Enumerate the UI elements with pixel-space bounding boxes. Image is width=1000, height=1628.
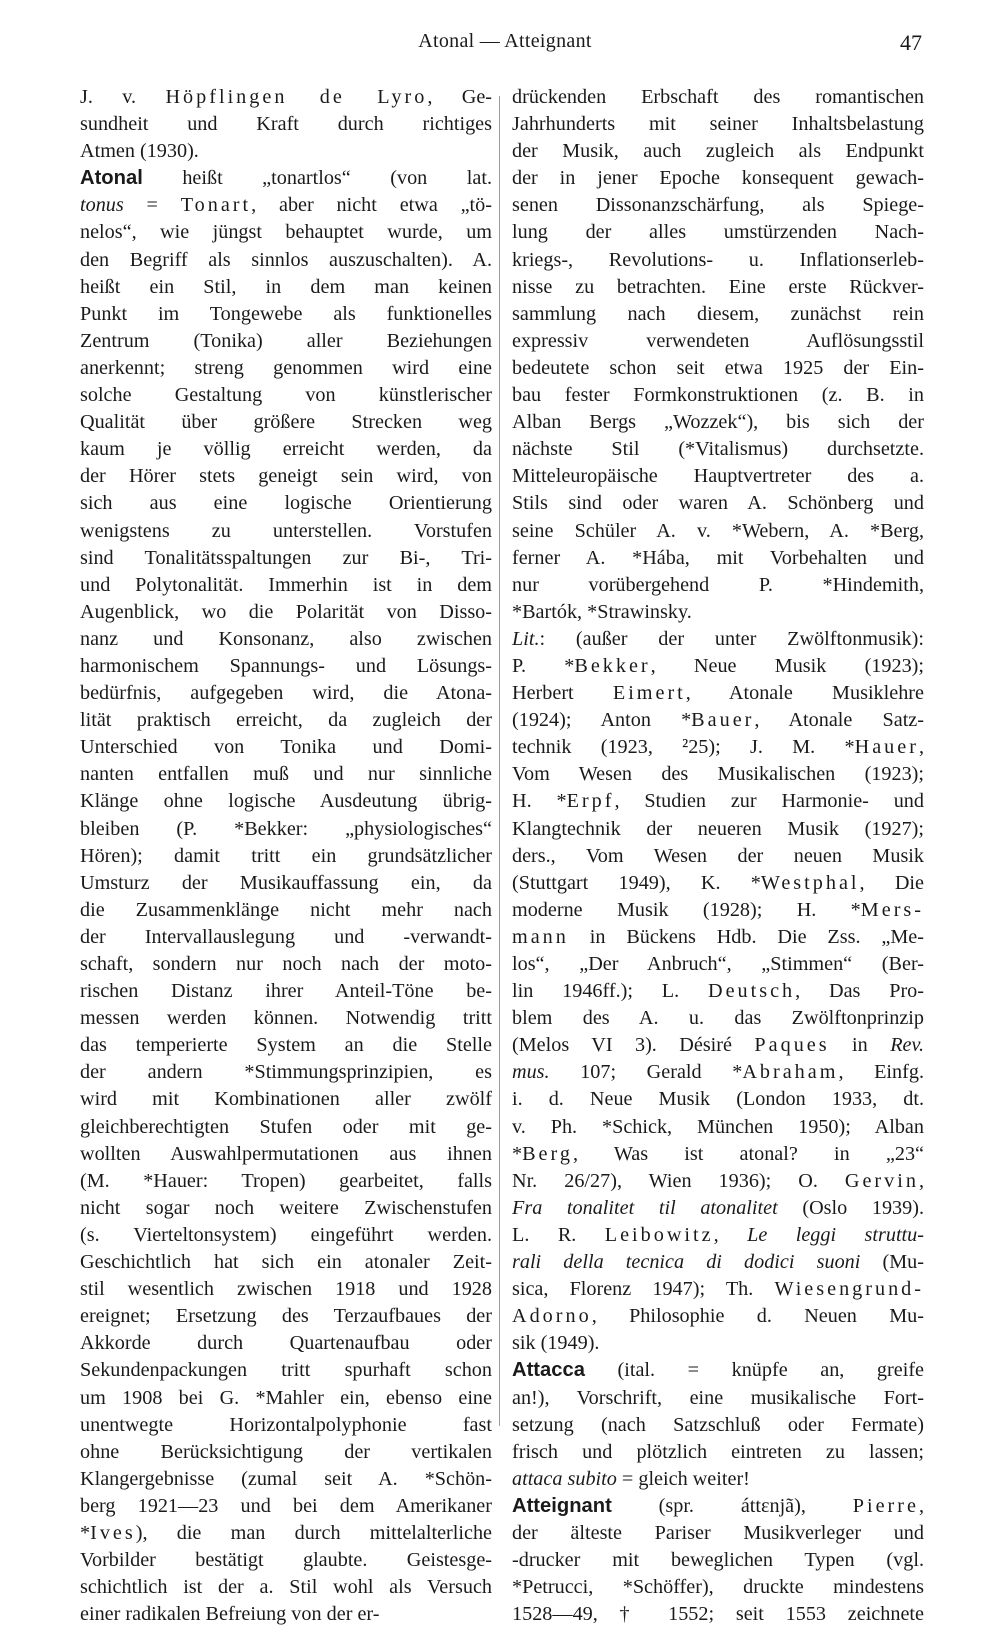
text-run: Paques: [754, 1034, 830, 1057]
text-line: [512, 1276, 924, 1303]
text-run: 107; Gerald *: [549, 1061, 743, 1084]
text-run: (ital. = knüpfe an, greife: [584, 1359, 924, 1382]
text-run: frisch und plötzlich eintreten zu lassen;: [512, 1440, 924, 1463]
text-run: Augenblick, wo die Polarität von Disso-: [80, 600, 492, 623]
text-run: tonus: [80, 194, 124, 217]
text-run: , Ge-: [427, 86, 492, 108]
text-run: setzung (nach Satzschluß oder Fermate): [512, 1413, 924, 1436]
text-run: v. Ph. *Schick, München 1950); Alban: [512, 1115, 924, 1138]
text-line: [512, 843, 924, 870]
text-line: [512, 1547, 924, 1574]
text-line: [80, 490, 492, 517]
text-line: [80, 1466, 492, 1493]
text-line: [80, 84, 492, 111]
text-line: [512, 924, 924, 951]
text-line: [80, 1547, 492, 1574]
text-run: nanten entfallen muß und nur sinnliche: [80, 763, 492, 786]
text-run: : (außer der unter Zwölftonmusik):: [539, 627, 924, 650]
text-run: nanz und Konsonanz, also zwischen: [80, 627, 492, 650]
text-line: [512, 816, 924, 843]
text-line: [512, 1303, 924, 1330]
text-line: [512, 328, 924, 355]
text-run: lin 1946ff.); L.: [512, 980, 708, 1003]
text-run: der Intervallauslegung und -verwandt-: [80, 925, 492, 948]
text-run: (spr. áttɛnjã),: [611, 1494, 853, 1517]
text-run: technik (1923, ²25); J. M. *: [512, 736, 855, 759]
text-line: [80, 978, 492, 1005]
text-run: ,: [918, 736, 924, 759]
text-run: Rev.: [890, 1034, 925, 1057]
text-line: [80, 1222, 492, 1249]
text-line: [512, 1168, 924, 1195]
text-run: *: [80, 1521, 91, 1544]
text-run: nächste Stil (*Vitalismus) durchsetzte.: [512, 438, 924, 461]
text-line: [80, 1493, 492, 1520]
text-line: [512, 1114, 924, 1141]
text-line: [512, 409, 924, 436]
text-line: [512, 626, 924, 653]
text-run: = gleich weiter!: [616, 1467, 750, 1490]
text-line: [80, 436, 492, 463]
text-run: i. d. Neue Musik (London 1933, dt.: [512, 1088, 924, 1111]
text-line: [512, 1141, 924, 1168]
text-run: nicht sogar noch weitere Zwischenstufen: [80, 1196, 492, 1219]
text-run: der Hörer stets geneigt sein wird, von: [80, 465, 492, 488]
text-run: solche Gestaltung von künstlerischer: [80, 384, 492, 407]
text-line: [512, 111, 924, 138]
text-run: gleichberechtigten Stufen oder mit ge-: [80, 1115, 492, 1138]
text-run: nur vorübergehend P. *Hindemith,: [512, 573, 924, 596]
text-run: Klangergebnisse (zumal seit A. *Schön-: [80, 1467, 492, 1490]
entry-headword: Atonal: [80, 167, 143, 190]
text-run: lung der alles umstürzenden Nach-: [512, 221, 924, 244]
right-column: [512, 84, 924, 1628]
text-run: Westphal: [760, 871, 860, 894]
text-line: [80, 1141, 492, 1168]
text-run: Mitteleuropäische Hauptvertreter des a.: [512, 465, 924, 488]
text-line: [80, 870, 492, 897]
text-line: [512, 301, 924, 328]
text-line: [512, 247, 924, 274]
text-run: seine Schüler A. v. *Webern, A. *Berg,: [512, 519, 924, 542]
text-line: [80, 924, 492, 951]
text-line: [512, 382, 924, 409]
text-line: [80, 1574, 492, 1601]
text-run: ereignet; Ersetzung des Terzaufbaues der: [80, 1305, 492, 1328]
text-line: [512, 572, 924, 599]
running-title: Atonal — Atteignant: [418, 30, 592, 52]
text-run: unentwegte Horizontalpolyphonie fast: [80, 1413, 492, 1436]
text-line: [512, 1249, 924, 1276]
text-run: 1528—49, † 1552; seit 1553 zeichnete: [512, 1603, 924, 1626]
text-run: harmonischem Spannungs- und Lösungs-: [80, 654, 492, 677]
text-run: , Einfg.: [838, 1061, 924, 1084]
text-line: [512, 1195, 924, 1222]
text-line: [512, 490, 924, 517]
text-line: [512, 978, 924, 1005]
text-line: [512, 653, 924, 680]
text-run: , aber nicht etwa „tö-: [251, 194, 492, 217]
text-run: Alban Bergs „Wozzek“), bis sich der: [512, 411, 924, 434]
text-run: Umsturz der Musikauffassung ein, da: [80, 871, 492, 894]
text-line: [80, 1601, 492, 1628]
text-line: [80, 843, 492, 870]
text-run: Akkorde durch Quartenaufbau oder: [80, 1332, 492, 1355]
text-line: [512, 192, 924, 219]
text-line: [80, 518, 492, 545]
text-run: Eimert: [612, 682, 686, 705]
text-line: [512, 1005, 924, 1032]
text-run: ,: [918, 1169, 924, 1192]
text-run: Bekker: [574, 654, 651, 677]
text-line: [512, 518, 924, 545]
text-run: bau fester Formkonstruktionen (z. B. in: [512, 384, 924, 407]
text-line: [512, 870, 924, 897]
text-line: [512, 788, 924, 815]
text-run: , Was ist atonal? in „23“: [572, 1142, 924, 1165]
text-run: Adorno: [512, 1305, 592, 1328]
text-run: bleiben (P. *Bekker: „physiologisches“: [80, 817, 492, 840]
text-run: sich aus eine logische Orientierung: [80, 492, 492, 515]
text-run: Fra tonalitet til atonalitet: [512, 1196, 778, 1219]
text-run: Abraham: [742, 1061, 839, 1084]
text-run: Qualität über größere Strecken weg: [80, 411, 492, 434]
text-run: Tonart: [180, 194, 252, 217]
text-run: Stils sind oder waren A. Schönberg und: [512, 492, 924, 515]
text-run: (Melos VI 3). Désiré: [512, 1034, 755, 1057]
text-line: [80, 1385, 492, 1412]
text-line: [80, 761, 492, 788]
text-run: Vom Wesen des Musikalischen (1923);: [512, 763, 924, 786]
text-line: [512, 1439, 924, 1466]
text-run: Herbert: [512, 682, 613, 705]
text-line: [80, 572, 492, 599]
text-line: [512, 355, 924, 382]
text-run: Sekundenpackungen tritt spurhaft schon: [80, 1359, 492, 1382]
text-run: Wiesengrund-: [774, 1278, 924, 1301]
text-line: [512, 1574, 924, 1601]
text-run: wollten Auswahlpermutationen aus ihnen: [80, 1142, 492, 1165]
left-column: [80, 84, 492, 1628]
text-run: die Zusammenklänge nicht mehr nach: [80, 898, 492, 921]
text-line: [512, 1493, 924, 1520]
text-run: , Neue Musik (1923);: [650, 654, 924, 677]
text-line: [512, 1520, 924, 1547]
text-run: um 1908 bei G. *Mahler ein, ebenso eine: [80, 1386, 492, 1409]
text-run: (Mu-: [860, 1251, 924, 1274]
text-line: [80, 1412, 492, 1439]
text-run: L. R.: [512, 1223, 605, 1246]
text-line: [80, 1005, 492, 1032]
text-run: -drucker mit beweglichen Typen (vgl.: [512, 1549, 924, 1572]
text-run: der in jener Epoche konsequent gewach-: [512, 167, 924, 190]
text-run: , Studien zur Harmonie- und: [614, 790, 924, 813]
text-line: [80, 192, 492, 219]
text-run: Bauer: [691, 709, 755, 732]
text-line: [512, 1059, 924, 1086]
text-run: senen Dissonanzschärfung, als Spiege-: [512, 194, 924, 217]
text-line: [512, 545, 924, 572]
text-line: [80, 545, 492, 572]
text-run: stil wesentlich zwischen 1918 und 1928: [80, 1278, 492, 1301]
text-run: drückenden Erbschaft des romantischen: [512, 86, 924, 108]
text-run: los“, „Der Anbruch“, „Stimmen“ (Ber-: [512, 953, 924, 975]
text-run: expressiv verwendeten Auflösungsstil: [512, 329, 924, 352]
text-run: ), die man durch mittelalterliche: [135, 1521, 492, 1544]
text-line: [512, 1086, 924, 1113]
text-line: [512, 1032, 924, 1059]
text-run: *Petrucci, *Schöffer), druckte mindestens: [512, 1576, 924, 1599]
text-line: [80, 247, 492, 274]
text-line: [512, 1412, 924, 1439]
text-run: der andern *Stimmungsprinzipien, es: [80, 1061, 492, 1084]
text-run: Klänge ohne logische Ausdeutung übrig-: [80, 790, 492, 813]
text-line: [512, 1357, 924, 1384]
text-line: [80, 599, 492, 626]
text-run: Jahrhunderts mit seiner Inhaltsbelastung: [512, 113, 924, 136]
text-line: [80, 111, 492, 138]
text-line: [512, 219, 924, 246]
text-line: [512, 1385, 924, 1412]
text-run: kriegs-, Revolutions- u. Inflationserleb-: [512, 248, 924, 271]
text-run: in: [829, 1034, 891, 1057]
text-run: attaca subito: [512, 1467, 617, 1490]
text-run: anerkennt; streng genommen wird eine: [80, 356, 492, 379]
text-run: Berg: [522, 1142, 573, 1165]
text-line: [80, 1330, 492, 1357]
text-line: [80, 680, 492, 707]
running-header: [80, 30, 930, 64]
text-run: Mers-: [860, 898, 924, 921]
text-line: [80, 653, 492, 680]
text-line: [80, 1032, 492, 1059]
text-run: mann: [512, 925, 569, 948]
text-run: ohne Berücksichtigung der vertikalen: [80, 1440, 492, 1463]
text-line: [80, 382, 492, 409]
text-run: nelos“, wie jüngst behauptet wurde, um: [80, 221, 492, 244]
text-line: [512, 680, 924, 707]
column-divider: [499, 96, 500, 1426]
text-run: sica, Florenz 1947); Th.: [512, 1278, 775, 1301]
text-run: Gervin: [844, 1169, 919, 1192]
text-run: Nr. 26/27), Wien 1936); O.: [512, 1169, 845, 1192]
text-run: (1924); Anton *: [512, 709, 692, 732]
text-run: , Die: [859, 871, 924, 894]
text-run: schichtlich ist der a. Stil wohl als Versuch: [80, 1576, 492, 1599]
text-run: *: [512, 1142, 523, 1165]
text-run: lität praktisch erreicht, da zugleich der: [80, 709, 492, 732]
text-run: Atmen (1930).: [80, 140, 199, 163]
text-line: [80, 816, 492, 843]
text-run: nisse zu betrachten. Eine erste Rückver-: [512, 275, 924, 298]
text-run: Vorbilder bestätigt glaubte. Geistesge-: [80, 1549, 492, 1572]
text-run: Punkt im Tongewebe als funktionelles: [80, 302, 492, 325]
text-run: bedeutete schon seit etwa 1925 der Ein-: [512, 356, 924, 379]
text-run: Ives: [90, 1521, 136, 1544]
text-run: in Bückens Hdb. Die Zss. „Me-: [568, 925, 924, 948]
text-run: (Oslo 1939).: [777, 1196, 924, 1219]
text-run: , Atonale Satz-: [754, 709, 924, 732]
text-line: [80, 274, 492, 301]
text-line: [80, 328, 492, 355]
text-run: Hauer: [854, 736, 919, 759]
text-run: Pierre: [852, 1494, 919, 1517]
text-line: [512, 138, 924, 165]
text-line: [80, 707, 492, 734]
text-run: Lit.: [512, 627, 540, 650]
text-run: (s. Vierteltonsystem) eingeführt werden.: [80, 1223, 492, 1246]
text-line: [512, 761, 924, 788]
text-run: sammlung nach diesem, zunächst rein: [512, 302, 924, 325]
text-run: rali della tecnica di dodici suoni: [512, 1251, 861, 1274]
text-run: das temperierte System an die Stelle: [80, 1034, 492, 1057]
text-line: [512, 599, 924, 626]
text-run: ,: [918, 1494, 924, 1517]
text-run: (M. *Hauer: Tropen) gearbeitet, falls: [80, 1169, 492, 1192]
entry-headword: Attacca: [512, 1359, 585, 1382]
text-line: [80, 1357, 492, 1384]
text-line: [80, 463, 492, 490]
text-run: ders., Vom Wesen der neuen Musik: [512, 844, 924, 867]
text-run: heißt „tonartlos“ (von lat.: [142, 167, 492, 190]
text-run: Hören); damit tritt ein grundsätzlicher: [80, 844, 492, 867]
text-line: [80, 219, 492, 246]
text-line: [512, 897, 924, 924]
text-run: Höpflingen de Lyro: [165, 86, 428, 108]
text-line: [80, 897, 492, 924]
text-line: [512, 707, 924, 734]
text-run: den Begriff als sinnlos auszuschalten). A.: [80, 248, 492, 271]
text-line: [80, 301, 492, 328]
text-run: moderne Musik (1928); H. *: [512, 898, 861, 921]
text-line: [80, 1114, 492, 1141]
text-run: heißt ein Stil, in dem man keinen: [80, 275, 492, 298]
text-run: , Philosophie d. Neuen Mu-: [591, 1305, 924, 1328]
text-run: mus.: [512, 1061, 550, 1084]
text-line: [512, 165, 924, 192]
text-run: an!), Vorschrift, eine musikalische Fort-: [512, 1386, 924, 1409]
text-run: Leibowitz: [604, 1223, 714, 1246]
text-run: bedürfnis, aufgegeben wird, die Atona-: [80, 682, 492, 705]
text-line: [80, 951, 492, 978]
text-run: Klangtechnik der neueren Musik (1927);: [512, 817, 924, 840]
text-run: J. v.: [80, 86, 166, 108]
page-number: 47: [900, 30, 922, 55]
text-run: wird mit Kombinationen aller zwölf: [80, 1088, 492, 1111]
text-run: schaft, sondern nur noch nach der moto-: [80, 953, 492, 975]
text-line: [80, 1086, 492, 1113]
text-line: [80, 1439, 492, 1466]
text-run: *Bartók, *Strawinsky.: [512, 600, 692, 623]
text-line: [512, 274, 924, 301]
text-line: [80, 788, 492, 815]
text-run: Geschichtlich hat sich ein atonaler Zeit-: [80, 1251, 492, 1274]
text-run: Le leggi struttu-: [747, 1223, 924, 1246]
text-line: [80, 1195, 492, 1222]
text-run: P. *: [512, 654, 575, 677]
text-line: [80, 1520, 492, 1547]
text-run: Unterschied von Tonika und Domi-: [80, 736, 492, 759]
text-line: [80, 165, 492, 192]
entry-headword: Atteignant: [512, 1494, 612, 1517]
text-line: [512, 84, 924, 111]
text-run: ferner A. *Hába, mit Vorbehalten und: [512, 546, 924, 569]
text-line: [80, 626, 492, 653]
text-line: [80, 734, 492, 761]
text-line: [512, 1466, 924, 1493]
text-run: kaum je völlig erreicht werden, da: [80, 438, 492, 461]
text-line: [80, 355, 492, 382]
text-run: Erpf: [566, 790, 615, 813]
text-run: einer radikalen Befreiung von der er-: [80, 1603, 380, 1626]
text-run: ,: [713, 1223, 748, 1246]
text-line: [80, 138, 492, 165]
text-line: [512, 436, 924, 463]
text-run: der älteste Pariser Musikverleger und: [512, 1521, 924, 1544]
text-line: [80, 1276, 492, 1303]
text-run: sind Tonalitätsspaltungen zur Bi-, Tri-: [80, 546, 492, 569]
text-run: wenigstens zu unterstellen. Vorstufen: [80, 519, 492, 542]
text-line: [512, 951, 924, 978]
text-line: [80, 1303, 492, 1330]
text-run: der Musik, auch zugleich als Endpunkt: [512, 140, 924, 163]
text-line: [80, 1059, 492, 1086]
text-run: sik (1949).: [512, 1332, 600, 1355]
text-run: Deutsch: [707, 980, 796, 1003]
text-run: sundheit und Kraft durch richtiges: [80, 113, 492, 136]
text-line: [80, 409, 492, 436]
text-line: [512, 463, 924, 490]
text-run: blem des A. u. das Zwölftonprinzip: [512, 1007, 924, 1030]
text-line: [512, 734, 924, 761]
text-line: [512, 1330, 924, 1357]
text-run: , Das Pro-: [795, 980, 924, 1003]
text-run: =: [123, 194, 181, 217]
text-run: , Atonale Musiklehre: [685, 682, 924, 705]
text-line: [512, 1222, 924, 1249]
text-line: [80, 1249, 492, 1276]
text-run: messen werden können. Notwendig tritt: [80, 1007, 492, 1030]
text-run: H. *: [512, 790, 567, 813]
text-run: rischen Distanz ihrer Anteil-Töne be-: [80, 980, 492, 1003]
text-line: [512, 1601, 924, 1628]
text-run: und Polytonalität. Immerhin ist in dem: [80, 573, 492, 596]
text-run: berg 1921—23 und bei dem Amerikaner: [80, 1494, 492, 1517]
text-run: Zentrum (Tonika) aller Beziehungen: [80, 329, 492, 352]
text-line: [80, 1168, 492, 1195]
text-run: (Stuttgart 1949), K. *: [512, 871, 761, 894]
